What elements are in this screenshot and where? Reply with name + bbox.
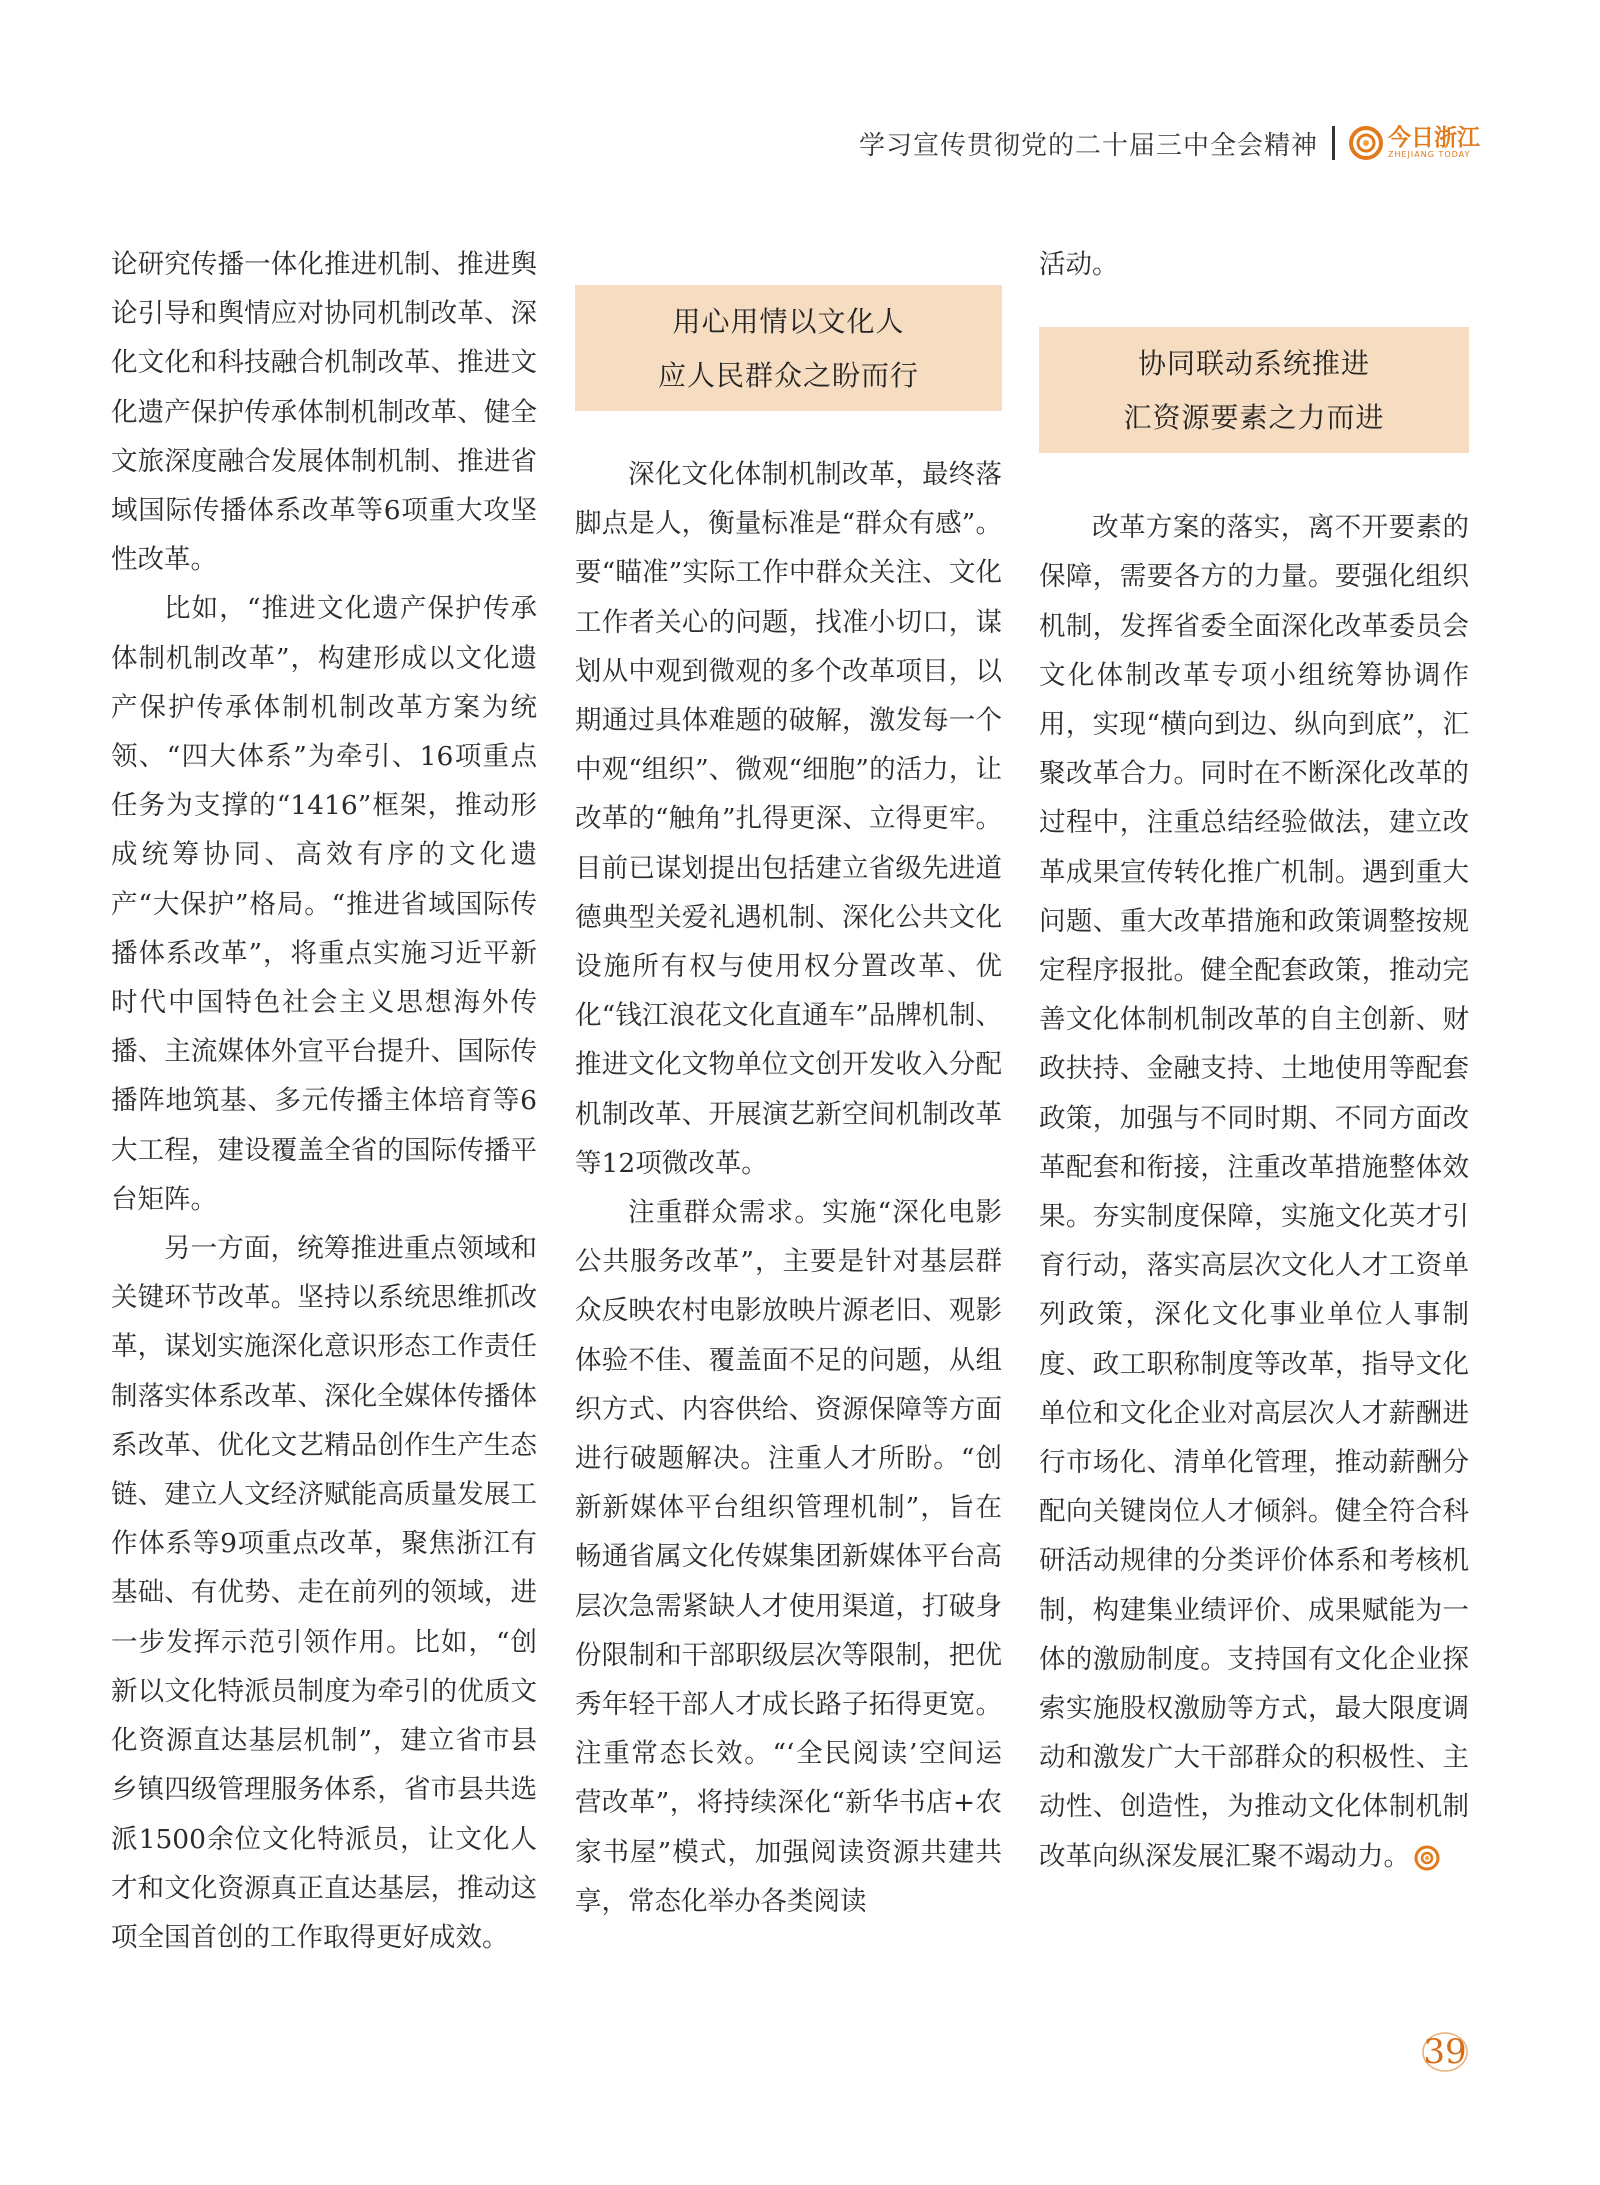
zhejiang-today-logo xyxy=(1349,126,1480,160)
section-heading xyxy=(1039,327,1469,453)
paragraph: 深化文化体制机制改革，最终落脚点是人，衡量标准是“群众有感”。要“瞄准”实际工作中群众关注、文化工作者关心的问题，找准小切口，谋划从中观到微观的多个改革项目，以期通过具体难题的破解，激发每一个中观“组织”、微观“细胞”的活力，让改革的“触角”扎得更深、立得更牢。目前已谋划提出包括建立省级先进道德典型关爱礼遇机制、深化公共文化设施所有权与使用权分置改革、优化“钱江浪花文化直通车”品牌机制、推进文化文物单位文创开发收入分配机制改革、开展演艺新空间机制改革等12项微改革。 xyxy=(575,459,1002,1179)
paragraph: 另一方面，统筹推进重点领域和关键环节改革。坚持以系统思维抓改革，谋划实施深化意识形态工作责任制落实体系改革、深化全媒体传播体系改革、优化文艺精品创作生产生态链、建立人文经济赋能高质量发展工作体系等9项重点改革，聚焦浙江有基础、有优势、走在前列的领域，进一步发挥示范引领作用。比如，“创新以文化特派员制度为牵引的优质文化资源直达基层机制”，建立省市县乡镇四级管理服务体系，省市县共选派1500余位文化特派员，让文化人才和文化资源真正直达基层，推动这项全国首创的工作取得更好成效。 xyxy=(111,1233,537,1953)
section-heading-line: 汇资源要素之力而进 xyxy=(1123,401,1385,435)
page-number xyxy=(1420,2030,1470,2074)
logo-english-text: ZHEJIANG TODAY xyxy=(1388,150,1471,159)
paragraph-with-endmark xyxy=(1039,503,1469,1881)
page-number-text: 39 xyxy=(1423,2032,1467,2072)
article-column-2 xyxy=(575,240,1002,1926)
logo-swirl-icon xyxy=(1349,126,1383,160)
article-column-3 xyxy=(1039,240,1469,1881)
section-heading-line: 协同联动系统推进 xyxy=(1137,347,1370,381)
paragraph: 比如，“推进文化遗产保护传承体制机制改革”，构建形成以文化遗产保护传承体制机制改革方案为统领、“四大体系”为牵引、16项重点任务为支撑的“1416”框架，推动形成统筹协同、高效有序的文化遗产“大保护”格局。“推进省域国际传播体系改革”，将重点实施习近平新时代中国特色社会主义思想海外传播、主流媒体外宣平台提升、国际传播阵地筑基、多元传播主体培育等6大工程，建设覆盖全省的国际传播平台矩阵。 xyxy=(111,593,537,1215)
paragraph: 论研究传播一体化推进机制、推进舆论引导和舆情应对协同机制改革、深化文化和科技融合机制改革、推进文化遗产保护传承体制机制改革、健全文旅深度融合发展体制机制、推进省域国际传播体系改革等6项重大攻坚性改革。 xyxy=(111,249,537,576)
header-title: 学习宣传贯彻党的二十届三中全会精神 xyxy=(858,130,1318,161)
section-heading-line: 用心用情以文化人 xyxy=(672,305,905,338)
paragraph: 改革方案的落实，离不开要素的保障，需要各方的力量。要强化组织机制，发挥省委全面深化改革委员会文化体制改革专项小组统筹协调作用，实现“横向到边、纵向到底”，汇聚改革合力。同时在不断深化改革的过程中，注重总结经验做法，建立改革成果宣传转化推广机制。遇到重大问题、重大改革措施和政策调整按规定程序报批。健全配套政策，推动完善文化体制机制改革的自主创新、财政扶持、金融支持、土地使用等配套政策，加强与不同时期、不同方面改革配套和衔接，注重改革措施整体效果。夯实制度保障，实施文化英才引育行动，落实高层次文化人才工资单列政策，深化文化事业单位人事制度、政工职称制度等改革，指导文化单位和文化企业对高层次人才薪酬进行市场化、清单化管理，推动薪酬分配向关键岗位人才倾斜。健全符合科研活动规律的分类评价体系和考核机制，构建集业绩评价、成果赋能为一体的激励制度。支持国有文化企业探索实施股权激励等方式，最大限度调动和激发广大干部群众的积极性、主动性、创造性，为推动文化体制机制改革向纵深发展汇聚不竭动力。 xyxy=(1039,512,1469,1872)
page-header xyxy=(859,118,1480,168)
section-heading-line: 应人民群众之盼而行 xyxy=(657,359,919,392)
end-of-article-icon xyxy=(1414,1845,1440,1871)
section-heading xyxy=(575,285,1002,411)
paragraph: 注重群众需求。实施“深化电影公共服务改革”，主要是针对基层群众反映农村电影放映片源老旧、观影体验不佳、覆盖面不足的问题，从组织方式、内容供给、资源保障等方面进行破题解决。注重人才所盼。“创新新媒体平台组织管理机制”，旨在畅通省属文化传媒集团新媒体平台高层次急需紧缺人才使用渠道，打破身份限制和干部职级层次等限制，把优秀年轻干部人才成长路子拓得更宽。注重常态长效。“‘全民阅读’空间运营改革”，将持续深化“新华书店+农家书屋”模式，加强阅读资源共建共享，常态化举办各类阅读 xyxy=(575,1197,1002,1917)
logo-chinese-text: 今日浙江 xyxy=(1388,125,1480,151)
header-divider xyxy=(1332,126,1335,160)
article-column-1 xyxy=(111,240,537,1962)
paragraph-continuation: 活动。 xyxy=(1039,249,1119,280)
